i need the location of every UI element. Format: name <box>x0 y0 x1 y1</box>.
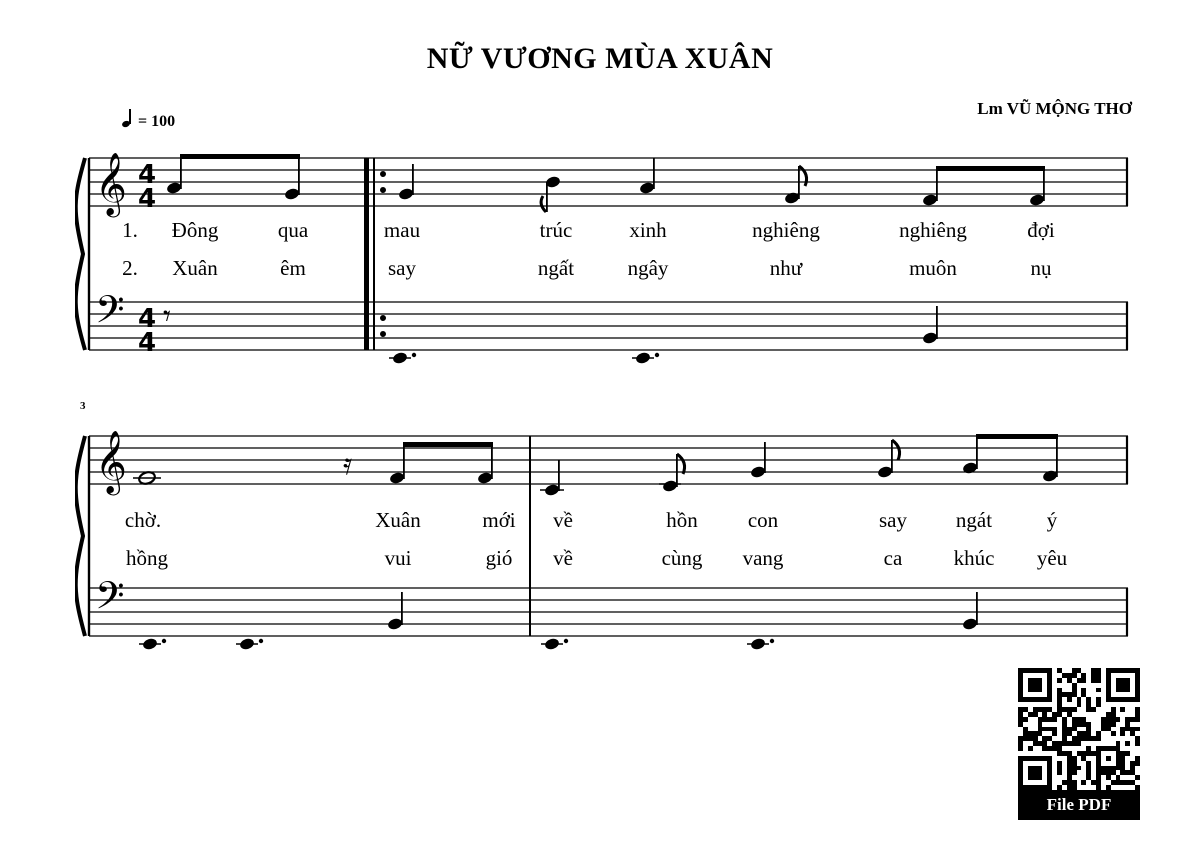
lyric-word: khúc <box>953 546 995 570</box>
lyric-word: mau <box>383 218 421 242</box>
lyric-word: 1. <box>122 218 138 242</box>
composer-credit: Lm VŨ MỘNG THƠ <box>977 99 1132 118</box>
svg-text:𝄞: 𝄞 <box>95 152 127 215</box>
lyric-word: Xuân <box>375 508 421 532</box>
svg-text:4: 4 <box>138 160 157 190</box>
lyric-word: êm <box>280 256 306 280</box>
lyrics-verse-2-system-1 <box>75 256 1130 282</box>
qr-code-matrix <box>1018 668 1140 790</box>
lyric-word: hồn <box>666 508 698 532</box>
svg-text:𝄢: 𝄢 <box>95 573 125 627</box>
lyric-word: cùng <box>661 546 703 570</box>
lyric-word: ngây <box>627 256 669 280</box>
lyric-word: qua <box>277 218 309 242</box>
svg-text:𝄾: 𝄾 <box>163 299 171 334</box>
file-pdf-button[interactable]: File PDF <box>1018 790 1140 820</box>
lyric-word: vang <box>742 546 784 570</box>
lyric-word: ngát <box>955 508 993 532</box>
svg-text:4: 4 <box>138 304 157 334</box>
lyric-word: yêu <box>1036 546 1068 570</box>
lyric-word: về <box>553 546 573 570</box>
lyric-word: đợi <box>1027 218 1055 242</box>
lyric-word: hồng <box>126 546 168 570</box>
lyric-word: con <box>747 508 779 532</box>
lyric-word: trúc <box>539 218 573 242</box>
svg-text:4: 4 <box>138 328 157 358</box>
lyric-word: nụ <box>1030 256 1052 280</box>
lyric-word: như <box>769 256 803 280</box>
lyric-word: ngất <box>537 256 575 280</box>
lyric-word: chờ. <box>124 508 162 532</box>
lyric-word: gió <box>485 546 513 570</box>
lyrics-verse-1-system-2 <box>75 508 1130 534</box>
lyrics-verse-2-system-2 <box>75 546 1130 572</box>
lyric-word: ca <box>883 546 903 570</box>
qr-code[interactable] <box>1018 668 1140 790</box>
measure-number: 3 <box>80 400 86 412</box>
lyric-word: về <box>553 508 573 532</box>
lyric-word: Xuân <box>172 256 218 280</box>
lyric-word: say <box>879 508 907 532</box>
lyric-word: 2. <box>122 256 138 280</box>
lyric-word: say <box>388 256 416 280</box>
svg-text:𝄿: 𝄿 <box>343 447 353 482</box>
quarter-note-icon <box>122 113 134 129</box>
staff-notation-system-1 <box>75 140 1130 370</box>
music-system-1 <box>75 140 1130 370</box>
lyric-word: ý <box>1046 508 1058 532</box>
svg-text:𝄢: 𝄢 <box>95 287 125 341</box>
lyrics-verse-1-system-1 <box>75 218 1130 244</box>
lyric-word: mới <box>482 508 516 532</box>
lyric-word: vui <box>384 546 412 570</box>
svg-text:4: 4 <box>138 184 157 214</box>
tempo-value: = 100 <box>138 113 176 130</box>
lyric-word: muôn <box>909 256 957 280</box>
svg-text:𝄞: 𝄞 <box>95 430 127 493</box>
lyric-word: xinh <box>629 218 667 242</box>
tempo-marking <box>122 113 175 131</box>
page-title: NỮ VƯƠNG MÙA XUÂN <box>426 42 774 75</box>
lyric-word: nghiêng <box>899 218 967 242</box>
lyric-word: nghiêng <box>752 218 820 242</box>
music-system-2 <box>75 418 1130 658</box>
staff-notation-system-2 <box>75 418 1130 658</box>
lyric-word: Đông <box>171 218 219 242</box>
